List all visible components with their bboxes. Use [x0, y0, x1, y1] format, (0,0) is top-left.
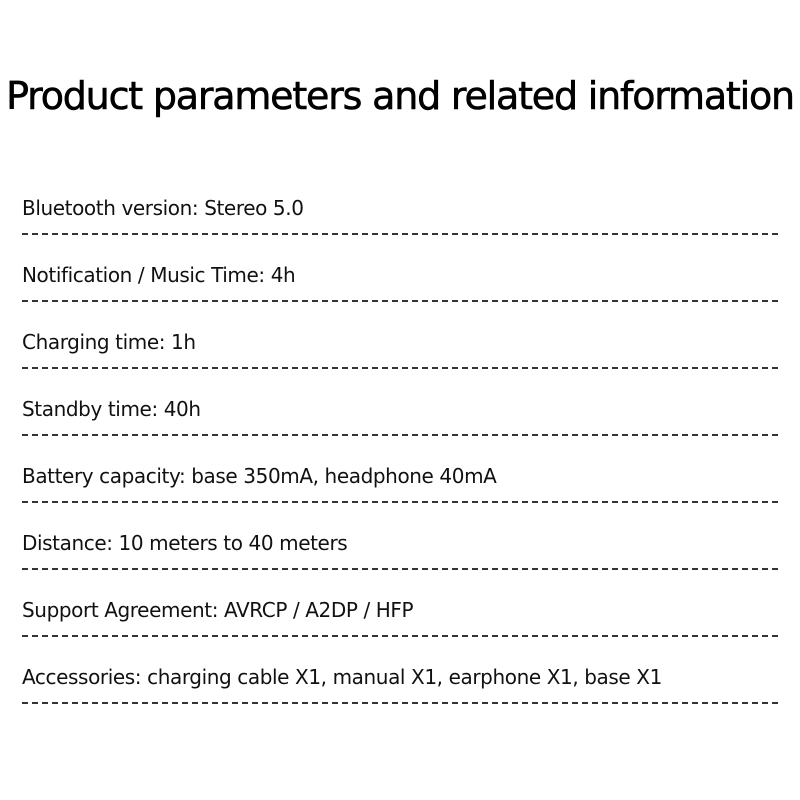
parameter-row-charging-time: [22, 314, 778, 381]
dashed-divider: [22, 501, 778, 503]
parameter-row-support-agreement: [22, 582, 778, 649]
parameter-row-distance: [22, 515, 778, 582]
page-title: Product parameters and related information: [6, 74, 794, 118]
parameter-text: Distance: 10 meters to 40 meters: [22, 531, 348, 555]
parameter-list: [22, 180, 778, 716]
parameter-row-standby-time: [22, 381, 778, 448]
parameter-row-music-time: [22, 247, 778, 314]
dashed-divider: [22, 367, 778, 369]
parameter-row-bluetooth: [22, 180, 778, 247]
parameter-text: Battery capacity: base 350mA, headphone 40mA: [22, 464, 497, 488]
parameter-text: Accessories: charging cable X1, manual X1, earphone X1, base X1: [22, 665, 662, 689]
parameter-row-accessories: [22, 649, 778, 716]
dashed-divider: [22, 233, 778, 235]
parameter-row-battery-capacity: [22, 448, 778, 515]
dashed-divider: [22, 434, 778, 436]
parameter-text: Support Agreement: AVRCP / A2DP / HFP: [22, 598, 414, 622]
dashed-divider: [22, 635, 778, 637]
parameter-text: Notification / Music Time: 4h: [22, 263, 296, 287]
parameter-text: Charging time: 1h: [22, 330, 196, 354]
dashed-divider: [22, 300, 778, 302]
parameter-text: Standby time: 40h: [22, 397, 201, 421]
dashed-divider: [22, 702, 778, 704]
dashed-divider: [22, 568, 778, 570]
parameter-text: Bluetooth version: Stereo 5.0: [22, 196, 304, 220]
